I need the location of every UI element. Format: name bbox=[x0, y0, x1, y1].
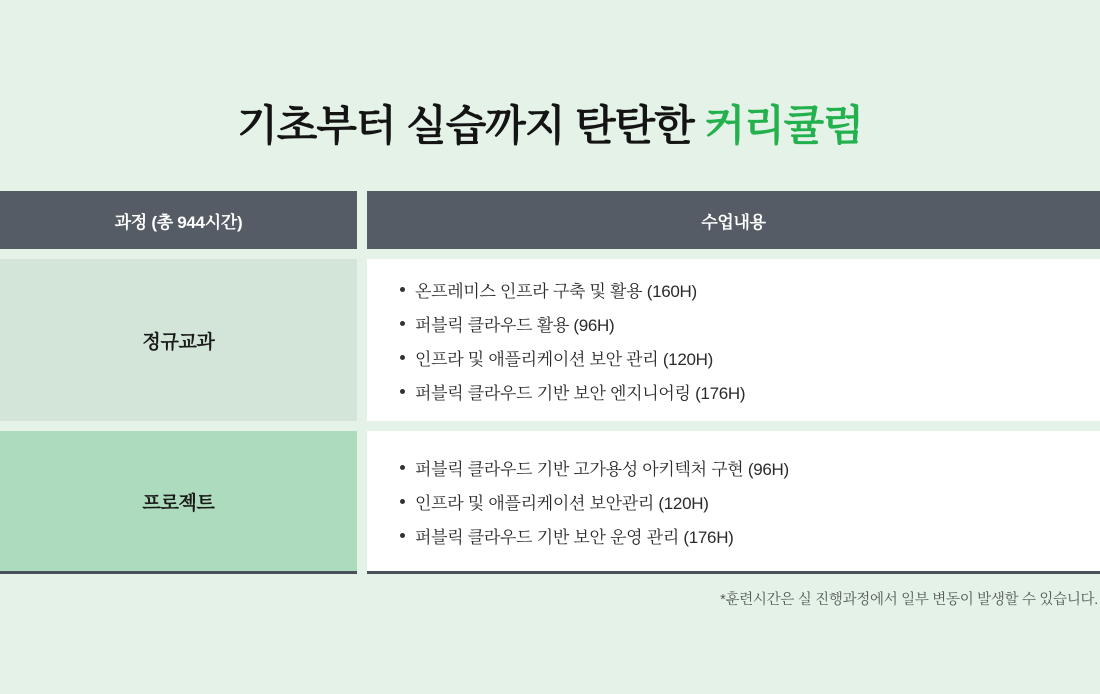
list-item bbox=[400, 374, 1100, 408]
list-item bbox=[400, 484, 1100, 518]
table-header-course-label: 과정 (총 944시간) bbox=[114, 212, 243, 232]
bullet-icon bbox=[400, 533, 405, 538]
list-item-text: 온프레미스 인프라 구축 및 활용 (160H) bbox=[415, 281, 697, 301]
page-title-highlight: 커리큘럼 bbox=[704, 102, 863, 149]
bullet-icon bbox=[400, 465, 405, 470]
row-project-label: 프로젝트 bbox=[142, 492, 215, 514]
list-item bbox=[400, 450, 1100, 484]
list-item-text: 인프라 및 애플리케이션 보안관리 (120H) bbox=[415, 493, 709, 513]
list-item-text: 퍼블릭 클라우드 기반 보안 운영 관리 (176H) bbox=[415, 527, 734, 547]
bullet-icon bbox=[400, 355, 405, 360]
list-item bbox=[400, 272, 1100, 306]
row-project-label-cell bbox=[0, 431, 357, 574]
bullet-icon bbox=[400, 499, 405, 504]
list-item bbox=[400, 340, 1100, 374]
row-regular-label-cell bbox=[0, 259, 357, 421]
bullet-icon bbox=[400, 389, 405, 394]
table-header-course bbox=[0, 191, 357, 249]
list-item-text: 퍼블릭 클라우드 기반 보안 엔지니어링 (176H) bbox=[415, 383, 746, 403]
table-header-content-label: 수업내용 bbox=[701, 212, 766, 232]
list-item bbox=[400, 518, 1100, 552]
row-project-content-cell bbox=[367, 431, 1100, 574]
list-item bbox=[400, 306, 1100, 340]
list-item-text: 퍼블릭 클라우드 기반 고가용성 아키텍처 구현 (96H) bbox=[415, 459, 789, 479]
training-hours-footnote: *훈련시간은 실 진행과정에서 일부 변동이 발생할 수 있습니다. bbox=[720, 592, 1098, 608]
page-title-prefix: 기초부터 실습까지 탄탄한 bbox=[237, 102, 705, 149]
row-regular-label: 정규교과 bbox=[142, 331, 215, 353]
row-regular-content-cell bbox=[367, 259, 1100, 421]
curriculum-table bbox=[0, 191, 1100, 574]
page-title bbox=[0, 93, 1100, 153]
list-item-text: 퍼블릭 클라우드 활용 (96H) bbox=[415, 315, 615, 335]
bullet-icon bbox=[400, 321, 405, 326]
list-item-text: 인프라 및 애플리케이션 보안 관리 (120H) bbox=[415, 349, 713, 369]
table-header-content bbox=[367, 191, 1100, 249]
bullet-icon bbox=[400, 287, 405, 292]
